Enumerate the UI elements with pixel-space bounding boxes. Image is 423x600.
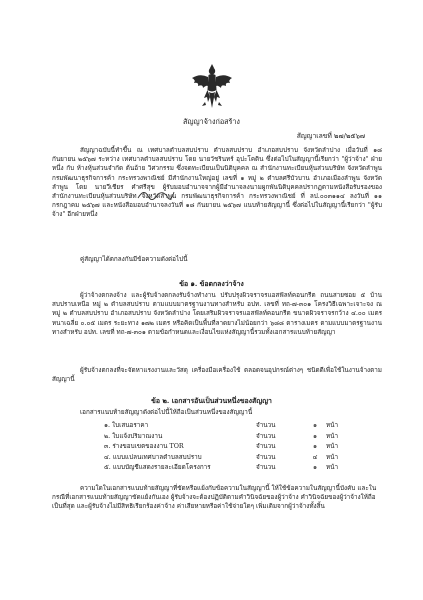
attachment-count: ๑ bbox=[312, 422, 318, 429]
intro-paragraph: สัญญาฉบับนี้ทำขึ้น ณ เทศบาลตำบลสบปราบ ตำบลสบปราบ อำเภอสบปราบ จังหวัดลำปาง เมื่อวันที่ ๑๘ กันยายน ๒๕๖๗ ระหว่าง เทศบาลตำบลสบปราบ โดย นายวัชรินทร์ อุปะโคติน ซึ่งต่อไปในสัญญานี้เรียกว่า "ผู้ว่าจ้าง" ฝ่ายหนึ่ง กับ ห้างหุ้นส่วนจำกัด ต้นอ้าย วิศวกรรม ซึ่งจดทะเบียนเป็นนิติบุคคล ณ สำนักงานทะเบียนหุ้นส่วนบริษัท จังหวัดลำพูน กรมพัฒนาธุรกิจการค้า กระทรวงพาณิชย์ มีสำนักงานใหญ่อยู่ เลขที่ ๑ หมู่ ๒ ตำบลศรีบัวบาน อำเภอเมืองลำพูน จังหวัดลำพูน โดย นายวีเชียร คำศรีสุข ผู้รับมอบอำนาจจากผู้มีอำนาจลงนามผูกพันนิติบุคคลปรากฏตามหนังสือรับรองของ สำนักงานทะเบียนหุ้นส่วนบริษัท จังหวัดลำพูน กรมพัฒนาธุรกิจการค้า กระทรวงพาณิชย์ ที่ ลป.๐๐๓๑๑๔ ลงวันที่ ๑๑ กรกฎาคม ๒๕๖๗ และหนังสือมอบอำนาจลงวันที่ ๑๘ กันยายน ๒๕๖๗ แนบท้ายสัญญานี้ ซึ่งต่อไปในสัญญานี้เรียกว่า "ผู้รับจ้าง" อีกฝ่ายหนึ่ง bbox=[52, 147, 382, 219]
list-item bbox=[52, 431, 382, 440]
list-item bbox=[52, 462, 382, 471]
garuda-emblem-icon bbox=[190, 64, 234, 110]
attachment-unit: หน้า bbox=[326, 443, 339, 450]
attachment-count-word: จำนวน bbox=[256, 443, 276, 450]
clause-2-heading: ข้อ ๒. เอกสารอันเป็นส่วนหนึ่งของสัญญา bbox=[151, 397, 272, 405]
clause-1-supplies: ผู้รับจ้างตกลงที่จะจัดหาแรงงานและวัสดุ เครื่องมือเครื่องใช้ ตลอดจนอุปกรณ์ต่างๆ ชนิดดีเพื่อใช้ในงานจ้างตามสัญญานี้ bbox=[52, 367, 382, 384]
handwritten-signature-icon bbox=[136, 186, 176, 204]
attachment-label: ๒. ใบแจ้งปริมาณงาน bbox=[104, 432, 163, 440]
attachment-label: ๑. ใบเสนอราคา bbox=[104, 422, 149, 429]
list-item bbox=[52, 420, 382, 429]
attachment-count-word: จำนวน bbox=[256, 464, 276, 471]
list-item bbox=[52, 452, 382, 461]
attachment-count: ๑ bbox=[312, 464, 318, 471]
intro-agreement-line: คู่สัญญาได้ตกลงกันมีข้อความดังต่อไปนี้ bbox=[80, 256, 188, 263]
list-item bbox=[52, 441, 382, 450]
clause-2-intro: เอกสารแนบท้ายสัญญาดังต่อไปนี้ให้ถือเป็นส่วนหนึ่งของสัญญานี้ bbox=[80, 409, 253, 416]
attachment-count-word: จำนวน bbox=[256, 453, 276, 461]
attachment-count: ๑ bbox=[312, 432, 318, 440]
attachment-count-word: จำนวน bbox=[256, 422, 276, 429]
attachment-label: ๕. แบบบัญชีแสดงรายละเอียดโครงการ bbox=[104, 464, 211, 471]
attachment-unit: หน้า bbox=[326, 453, 339, 461]
attachment-label: ๔. แบบแปลนเทศบาลตำบลสบปราบ bbox=[104, 453, 202, 461]
clause-1-body: ผู้ว่าจ้างตกลงจ้าง และผู้รับจ้างตกลงรับจ้างทำงาน ปรับปรุงผิวจราจรแอสฟัลท์คอนกรีต ถนนสายซอย ๕ บ้านสบปราบเหนือ หมู่ ๒ ตำบลสบปราบ ตามแบบมาตรฐานงานทางสำหรับ อปท. เลขที่ ทถ-๗-๓๐๑ โครงวิธีเฉพาะเจาะจง ณ หมู่ ๒ ตำบลสบปราบ อำเภอสบปราบ จังหวัดลำปาง โดยเสริมผิวจราจรแอสฟัลท์คอนกรีต ขนาดผิวจราจรกว้าง ๔.๐๐ เมตร หนาเฉลี่ย ๐.๐๕ เมตร ระยะทาง ๑๗๒ เมตร หรือคิดเป็นพื้นที่ลาดยางไม่น้อยกว่า ๖๘๘ ตารางเมตร ตามแบบมาตรฐานงานทางสำหรับ อปท. เลขที่ ทถ-๗-๓๐๑ ตามข้อกำหนดและเงื่อนไขแห่งสัญญานี้รวมทั้งเอกสารแนบท้ายสัญญา bbox=[52, 292, 382, 336]
clause-2-closing: ความใดในเอกสารแนบท้ายสัญญาที่ขัดหรือแย้งกับข้อความในสัญญานี้ ให้ใช้ข้อความในสัญญานี้บังคับ และในกรณีที่เอกสารแนบท้ายสัญญาขัดแย้งกันเอง ผู้รับจ้างจะต้องปฏิบัติตามคำวินิจฉัยของผู้ว่าจ้าง คำวินิจฉัยของผู้ว่าจ้างให้ถือเป็นที่สุด และผู้รับจ้างไม่มีสิทธิเรียกร้องค่าจ้าง ค่าเสียหายหรือค่าใช้จ่ายใดๆ เพิ่มเติมจากผู้ว่าจ้างทั้งสิ้น bbox=[52, 485, 377, 511]
attachment-unit: หน้า bbox=[326, 422, 339, 429]
attachment-label: ๓. ร่างขอบเขตของงาน TOR bbox=[104, 443, 184, 450]
attachment-count: ๔ bbox=[312, 453, 318, 461]
attachment-unit: หน้า bbox=[326, 464, 339, 471]
contract-number: สัญญาเลขที่ ๒๗/๒๕๖๗ bbox=[296, 132, 365, 140]
document-title: สัญญาจ้างก่อสร้าง bbox=[183, 117, 240, 126]
attachment-unit: หน้า bbox=[326, 432, 339, 440]
attachment-count-word: จำนวน bbox=[256, 432, 276, 440]
clause-1-heading: ข้อ ๑. ข้อตกลงว่าจ้าง bbox=[179, 280, 244, 288]
attachment-count: ๑ bbox=[312, 443, 318, 450]
